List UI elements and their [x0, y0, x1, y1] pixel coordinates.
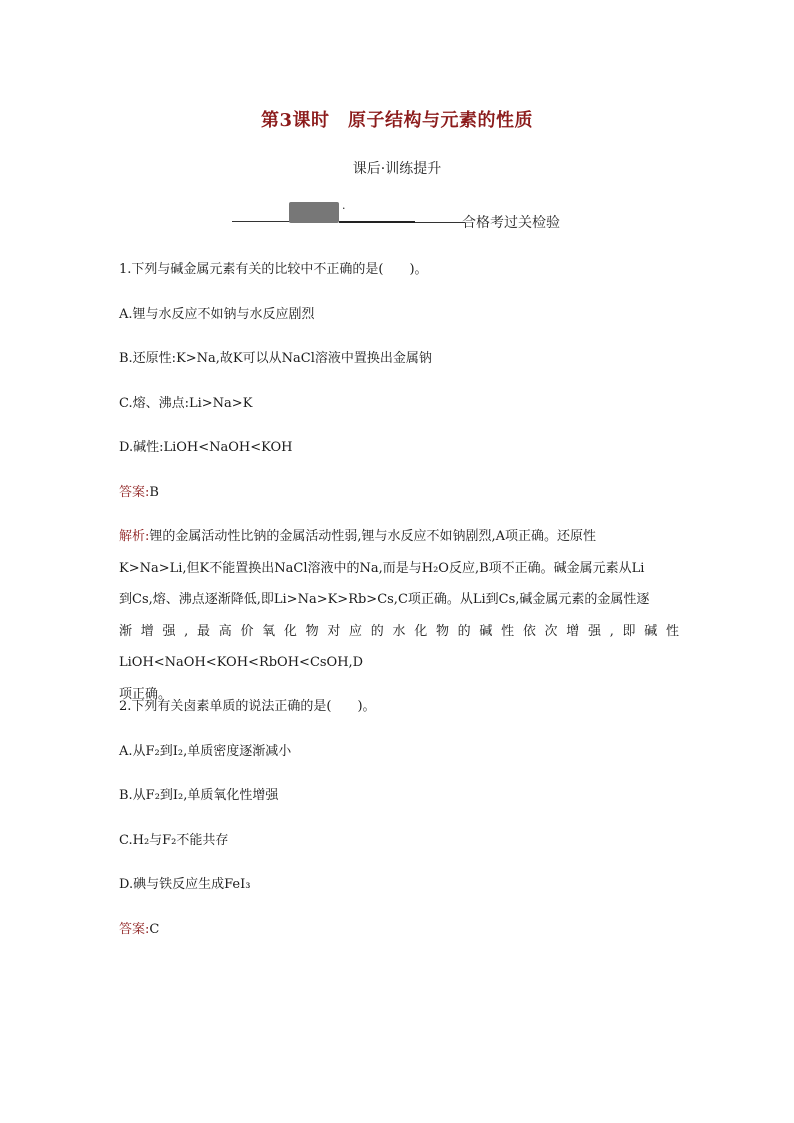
- analysis-line-5: 项正确。: [119, 686, 172, 702]
- question-2-option-b: B.从F₂到I₂,单质氧化性增强: [119, 788, 279, 803]
- divider-line-right: [415, 222, 465, 223]
- question-1-option-a: A.锂与水反应不如钠与水反应剧烈: [119, 307, 315, 322]
- answer-value: C: [149, 922, 160, 937]
- analysis-line-1: 解析:锂的金属活动性比钠的金属活动性弱,锂与水反应不如钠剧烈,A项正确。还原性: [119, 529, 597, 544]
- question-1-option-b: B.还原性:K>Na,故K可以从NaCl溶液中置换出金属钠: [119, 351, 432, 366]
- question-2-stem: 2.下列有关卤素单质的说法正确的是( )。: [119, 699, 376, 714]
- question-1-answer: [119, 481, 159, 500]
- question-1-option-c: C.熔、沸点:Li>Na>K: [119, 396, 253, 411]
- analysis-line-3: 到Cs,熔、沸点逐渐降低,即Li>Na>K>Rb>Cs,C项正确。从Li到Cs,碱金属元素的金属性逐: [119, 592, 650, 607]
- question-2-option-c: C.H₂与F₂不能共存: [119, 833, 229, 848]
- page-title: 第3课时 原子结构与元素的性质: [260, 110, 534, 131]
- section-tab: [289, 202, 339, 223]
- analysis-line-2: K>Na>Li,但K不能置换出NaCl溶液中的Na,而是与H₂O反应,B项不正确。碱金属元素从Li: [119, 560, 645, 576]
- analysis-label: 解析:: [119, 529, 150, 544]
- question-1-option-d: D.碱性:LiOH<NaOH<KOH: [119, 440, 293, 455]
- page-subtitle: 课后·训练提升: [352, 161, 442, 177]
- question-2-answer: [119, 918, 159, 937]
- answer-label: 答案:: [119, 485, 150, 500]
- divider-line-left: [232, 221, 290, 222]
- section-label: 合格考过关检验: [462, 215, 560, 231]
- answer-label: 答案:: [119, 922, 150, 937]
- section-divider: [232, 200, 572, 232]
- analysis-line-4: 渐增强,最高价氧化物对应的水化物的碱性依次增强,即碱性LiOH<NaOH<KOH<RbOH<CsOH,D: [119, 623, 679, 670]
- section-dot: ·: [342, 202, 346, 215]
- question-2-option-a: A.从F₂到I₂,单质密度逐渐减小: [119, 744, 292, 759]
- answer-value: B: [149, 485, 159, 500]
- question-2-option-d: D.碘与铁反应生成FeI₃: [119, 877, 251, 892]
- question-1-analysis: [119, 521, 679, 710]
- question-1-stem: 1.下列与碱金属元素有关的比较中不正确的是( )。: [119, 262, 428, 277]
- divider-line-mid: [339, 221, 415, 223]
